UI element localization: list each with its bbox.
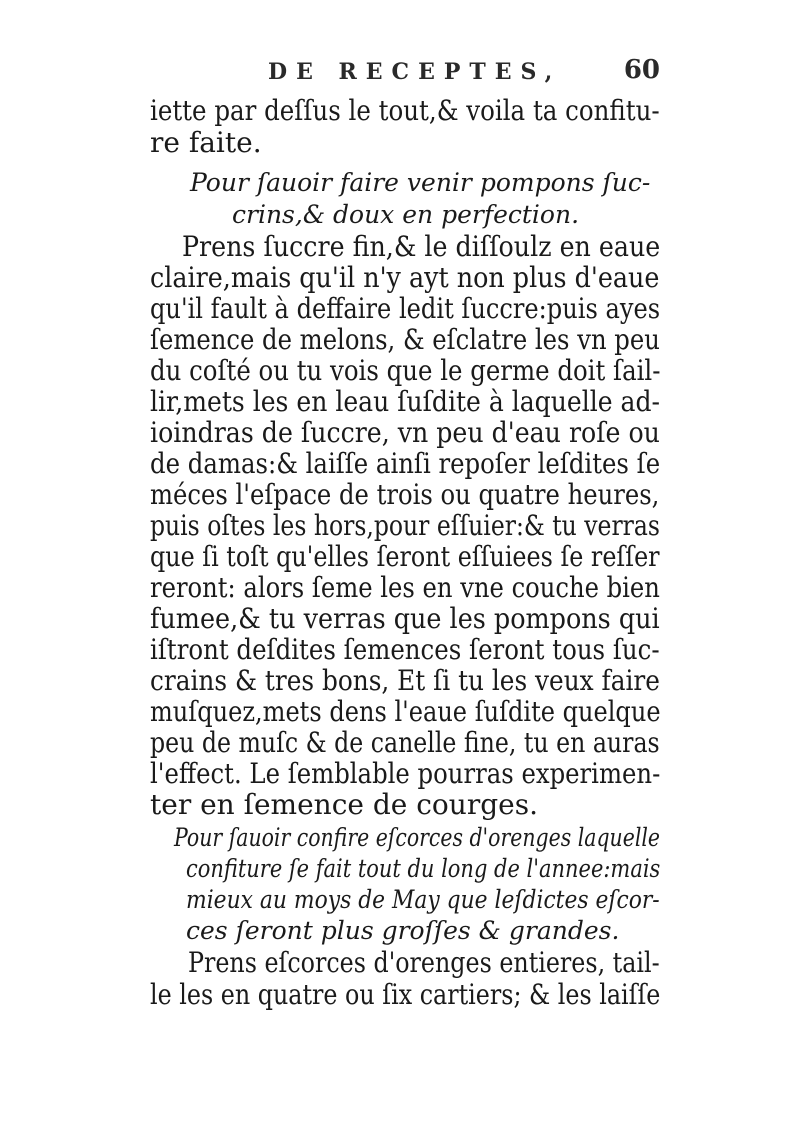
text-line: qu'il fault à deffaire ledit ſuccre:puis ayes	[150, 292, 661, 325]
text-line: le les en quatre ou ſix cartiers; & les laiſſe	[150, 978, 661, 1011]
text-line: fumee,& tu verras que les pompons qui	[150, 602, 660, 635]
text-line: du coſté ou tu vois que le germe doit ſail-	[150, 354, 661, 387]
text-line: ter en ſemence de courges.	[150, 788, 538, 821]
text-line: iſtront deſdites ſemences ſeront tous ſuc-	[150, 633, 660, 666]
section-heading-line: Pour ſauoir faire venir pompons ſuc-	[190, 168, 651, 197]
text-line: que ſi toſt qu'elles ſeront eſſuiees ſe reſſer	[150, 540, 660, 573]
text-line: l'effect. Le ſemblable pourras experimen-	[150, 757, 661, 790]
running-title: DE RECEPTES,	[268, 59, 562, 85]
section-heading-line: ces ſeront plus groſſes & grandes.	[186, 916, 620, 945]
text-line: ioindras de ſuccre, vn peu d'eau roſe ou	[150, 416, 660, 449]
text-line: re faite.	[150, 126, 262, 159]
page-number: 60	[623, 55, 660, 85]
text-line: lir,mets les en leau ſuſdite à laquelle ad-	[150, 385, 660, 418]
section-heading-line: mieux au moys de May que leſdictes eſcor-	[186, 885, 660, 914]
section-heading-line: confiture ſe fait tout du long de l'annee:mais	[186, 854, 661, 883]
text-line: de damas:& laiſſe ainſi repoſer leſdites ſe	[150, 447, 661, 480]
text-line: ſemence de melons, & eſclatre les vn peu	[150, 323, 660, 356]
text-line: muſquez,mets dens l'eaue ſuſdite quelque	[150, 695, 661, 728]
text-line: peu de muſc & de canelle fine, tu en auras	[150, 726, 660, 759]
text-line: crains & tres bons, Et ſi tu les veux faire	[150, 664, 660, 697]
text-line: iette par deſſus le tout,& voila ta confitu-	[150, 94, 660, 127]
text-line: reront: alors ſeme les en vne couche bien	[150, 571, 660, 604]
text-line: méces l'eſpace de trois ou quatre heures,	[150, 478, 660, 511]
section-heading-line: crins,& doux en perfection.	[232, 200, 580, 229]
section-heading-line: Pour ſauoir confire eſcorces d'orenges laquelle	[174, 823, 661, 852]
text-line: Prens ſuccre fin,& le diſſoulz en eaue	[182, 230, 661, 263]
running-head	[150, 55, 660, 95]
text-line: Prens eſcorces d'orenges entieres, tail-	[188, 946, 660, 979]
text-line: claire,mais qu'il n'y ayt non plus d'eaue	[150, 261, 660, 294]
text-line: puis oſtes les hors,pour eſſuier:& tu verras	[150, 509, 660, 542]
